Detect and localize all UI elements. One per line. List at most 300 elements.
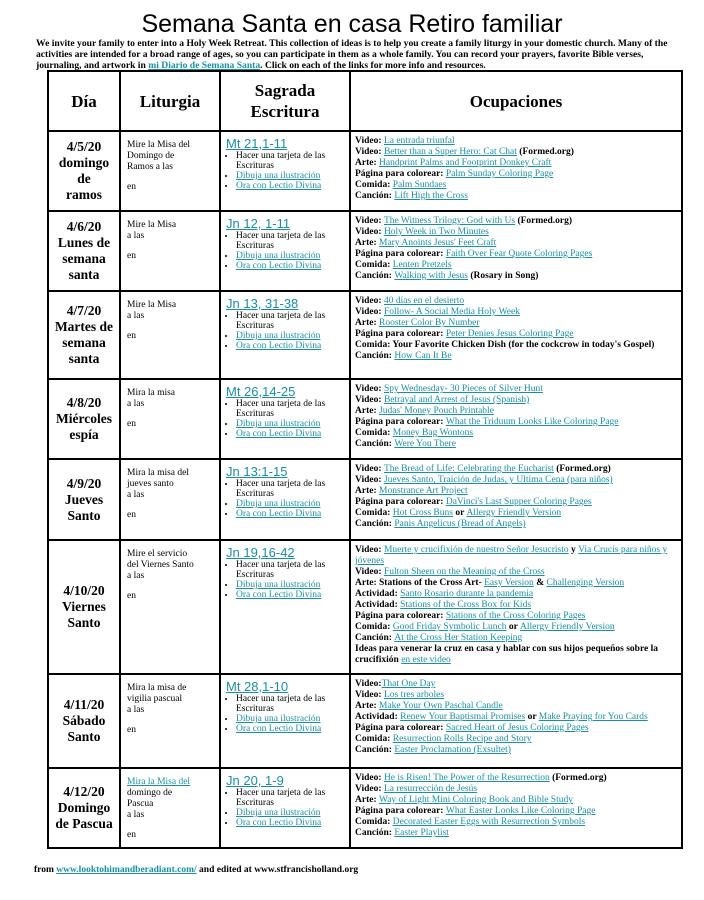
activity-link[interactable]: Spy Wednesday- 30 Pieces of Silver Hunt [383,384,543,394]
activity-link[interactable]: Allergy Friendly Version [520,622,615,632]
activity-label: Actividad: [355,712,401,722]
activity-link[interactable]: Money Bag Wontons [392,428,474,438]
liturgy-cell [120,540,220,674]
activity-label: or [506,622,521,632]
day-line: Lunes de [57,235,111,250]
scripture-reference-link[interactable]: Mt 28,1-10 [226,679,289,694]
list-item [236,560,346,580]
activity-line [355,464,678,475]
activity-line [355,340,678,351]
activity-label: Actividad: [355,600,401,610]
scripture-cell [220,379,350,459]
activity-label: Canción: [355,633,395,643]
liturgy-en: en [127,725,136,735]
scripture-activities [226,399,346,439]
activity-link[interactable]: Better than a Super Hero: Cat Chat [383,147,517,157]
activity-label: Página para colorear: [355,806,446,816]
activity-line [355,428,678,439]
activity-line [355,633,678,644]
liturgy-line: a las [127,810,145,820]
activity-link[interactable]: How Can It Be [394,351,452,361]
list-item [236,399,346,419]
day-cell [48,379,120,459]
activity-link[interactable]: At the Cross Her Station Keeping [394,633,523,643]
scripture-cell [220,674,350,768]
activity-link[interactable]: Make Praying for You Cards [538,712,648,722]
activity-link[interactable]: DaVinci's Last Supper Coloring Pages [445,497,592,507]
day-line: semana [62,335,106,350]
activity-label: Comida: [355,622,393,632]
activity-link[interactable]: Muerte y crucifixión de nuestro Señor Jesucristo [383,545,569,555]
list-item [236,724,346,734]
day-line: santa [68,351,100,366]
scripture-activities [226,479,346,519]
list-item [236,429,346,439]
activity-link[interactable]: Jueves Santo, Traición de Judas, y Ultima Cena (para niños) [383,475,613,485]
activity-label: Video: [355,147,384,157]
scripture-reference-link[interactable]: Jn 13, 31-38 [226,296,299,311]
day-line: de Pascua [55,816,113,831]
day-line: Martes de [54,319,114,334]
list-item [236,311,346,331]
liturgy-line: Mire la Misa del [127,140,191,150]
activity-label: Video: [355,136,384,146]
table-row [48,291,682,379]
table-row [48,211,682,291]
list-item [236,171,346,181]
scripture-reference-link[interactable]: Jn 12, 1-11 [226,216,291,231]
activities-cell [350,211,682,291]
lectio-divina-link[interactable]: Ora con Lectio Divina [236,509,322,519]
liturgy-cell [120,379,220,459]
activity-link[interactable]: Walking with Jesus [394,271,468,281]
activity-line [355,260,678,271]
liturgy-en: en [127,591,136,601]
activity-line [355,497,678,508]
activity-label: Canción: [355,439,395,449]
activity-label: Página para colorear: [355,249,446,259]
activity-label: Página para colorear: [355,497,446,507]
intro-text-end: . Click on each of the links for more info and resources. [260,60,486,71]
activity-line [355,828,678,839]
activity-label: Ideas para venerar la cruz en casa y hablar con sus hijos pequeños sobre la crucifixión [355,644,658,665]
activities-cell [350,674,682,768]
activity-label: Canción: [355,271,395,281]
activity-line [355,147,678,158]
liturgy-line: a las [127,705,145,715]
list-item [236,580,346,590]
scripture-card-text: Hacer una tarjeta de las Escrituras [236,479,326,499]
day-line: semana [62,251,106,266]
liturgy-line: a las [127,399,145,409]
activities-cell [350,291,682,379]
day-line: Santo [67,615,101,630]
scripture-card-text: Hacer una tarjeta de las Escrituras [236,560,326,580]
activity-label: Video: [355,307,384,317]
day-line: 4/6/20 [66,219,102,234]
liturgy-line: Mira la misa del [127,468,189,478]
activity-link[interactable]: Challenging Version [546,578,625,588]
activity-link[interactable]: Easter Playlist [394,828,449,838]
list-item [236,694,346,714]
activity-label: Actividad: [355,589,401,599]
scripture-card-text: Hacer una tarjeta de las Escrituras [236,231,326,251]
draw-illustration-link[interactable]: Dibuja una ilustración [236,808,321,818]
activity-label: Video: [355,464,384,474]
activity-line [355,644,678,666]
activity-line [355,227,678,238]
liturgy-line: a las [127,490,145,500]
activity-label: y [568,545,579,555]
draw-illustration-link[interactable]: Dibuja una ilustración [236,714,321,724]
liturgy-en: en [127,331,136,341]
activity-line [355,296,678,307]
activity-label: Video: [355,690,384,700]
activity-label: Arte: [355,701,379,711]
scripture-reference-link[interactable]: Jn 19,16-42 [226,545,295,560]
table-row [48,674,682,768]
activity-link[interactable]: Were You There [394,439,456,449]
activity-label: Comida: [355,817,393,827]
list-item [236,181,346,191]
activity-label: Canción: [355,828,395,838]
activity-label: (Rosary in Song) [467,271,539,281]
activity-link[interactable]: Stations of the Cross Coloring Pages [445,611,586,621]
activity-line [355,508,678,519]
draw-illustration-link[interactable]: Dibuja una ilustración [236,580,321,590]
lectio-divina-link[interactable]: Ora con Lectio Divina [236,724,322,734]
lectio-divina-link[interactable]: Ora con Lectio Divina [236,429,322,439]
scripture-card-text: Hacer una tarjeta de las Escrituras [236,788,326,808]
activity-link[interactable]: Mary Anoints Jesus' Feet Craft [379,238,497,248]
draw-illustration-link[interactable]: Dibuja una ilustración [236,331,321,341]
activity-label: Comida: [355,508,393,518]
activity-label: Video: [355,679,382,689]
activity-line [355,745,678,756]
draw-illustration-link[interactable]: Dibuja una ilustración [236,171,321,181]
day-line: Viernes [62,599,106,614]
activity-line [355,238,678,249]
activity-label: or [525,712,539,722]
activity-line [355,216,678,227]
activity-link[interactable]: La resurrección de Jesús [383,784,478,794]
lectio-divina-link[interactable]: Ora con Lectio Divina [236,341,322,351]
scripture-reference-link[interactable]: Mt 26,14-25 [226,384,296,399]
activity-link[interactable]: Lenten Pretzels [392,260,452,270]
activity-label: & [533,578,547,588]
list-item [236,261,346,271]
activity-label: Comida: [355,260,393,270]
liturgy-line: Mira la misa [127,388,176,398]
day-line: 4/5/20 [66,139,102,154]
activity-link[interactable]: Peter Denies Jesus Coloring Page [445,329,574,339]
activity-label: Canción: [355,745,395,755]
activity-line [355,395,678,406]
draw-illustration-link[interactable]: Dibuja una ilustración [236,251,321,261]
day-cell [48,768,120,848]
liturgy-cell [120,459,220,540]
liturgy-en: en [127,419,136,429]
activity-link[interactable]: He is Risen! The Power of the Resurrection [383,773,550,783]
activity-link[interactable]: Hot Cross Buns [392,508,453,518]
footer-text: from [34,865,57,875]
activity-line [355,701,678,712]
activity-line [355,158,678,169]
list-item [236,499,346,509]
activity-line [355,318,678,329]
activities-cell [350,459,682,540]
activity-label: Arte: [355,406,379,416]
liturgy-cell [120,131,220,211]
activity-link[interactable]: Allergy Friendly Version [466,508,562,518]
activity-label: Video: [355,227,384,237]
liturgy-line: Mire el servicio [127,549,188,559]
activity-link[interactable]: Follow- A Social Media Holy Week [383,307,520,317]
activity-link[interactable]: Via Crucis para niños y jóvenes [355,545,668,566]
activity-link[interactable]: Decorated Easter Eggs with Resurrection Symbols [392,817,586,827]
scripture-activities [226,788,346,828]
activity-label: Arte: [355,318,379,328]
liturgy-line: Mira la misa de [127,683,187,693]
lectio-divina-link[interactable]: Ora con Lectio Divina [236,818,322,828]
activity-line [355,690,678,701]
liturgy-cell [120,291,220,379]
header-ocupaciones: Ocupaciones [350,71,682,131]
list-item [236,788,346,808]
table-row [48,768,682,848]
scripture-cell [220,131,350,211]
day-cell [48,459,120,540]
activity-line [355,417,678,428]
activity-line [355,784,678,795]
activity-label: Comida: [355,428,393,438]
liturgy-en: en [127,830,136,840]
lectio-divina-link[interactable]: Ora con Lectio Divina [236,181,322,191]
liturgy-link[interactable]: Mira la Misa del [127,777,191,787]
activity-label: (Formed.org) [549,773,607,783]
header-sagrada-escritura: Sagrada Escritura [220,71,350,131]
liturgy-line: domingo de [127,788,173,798]
scripture-activities [226,694,346,734]
activity-link[interactable]: Palm Sundaes [392,180,447,190]
activity-label: Arte: [355,795,379,805]
scripture-reference-link[interactable]: Jn 13:1-15 [226,464,288,479]
scripture-card-text: Hacer una tarjeta de las Escrituras [236,311,326,331]
scripture-cell [220,211,350,291]
activity-link[interactable]: 40 días en el desierto [383,296,465,306]
activity-label: Arte: [355,238,379,248]
scripture-activities [226,560,346,600]
activity-link[interactable]: Judas' Money Pouch Printable [379,406,494,416]
activity-label: Página para colorear: [355,169,446,179]
day-line: 4/10/20 [63,583,105,598]
scripture-reference-link[interactable]: Mt 21,1-11 [226,136,288,151]
activity-line [355,475,678,486]
activity-label: Comida: [355,180,393,190]
lectio-divina-link[interactable]: Ora con Lectio Divina [236,590,322,600]
liturgy-line: Mire la Misa [127,220,177,230]
activity-link[interactable]: en este video [401,655,451,665]
diario-link[interactable]: mi Diario de Semana Santa [148,60,261,71]
activity-line [355,817,678,828]
activity-link[interactable]: Good Friday Symbolic Lunch [392,622,507,632]
scripture-activities [226,311,346,351]
scripture-card-text: Hacer una tarjeta de las Escrituras [236,151,326,171]
liturgy-line: del Viernes Santo [127,560,194,570]
scripture-cell [220,459,350,540]
scripture-card-text: Hacer una tarjeta de las Escrituras [236,694,326,714]
activity-link[interactable]: Palm Sunday Coloring Page [445,169,554,179]
activity-line [355,545,678,567]
activity-line [355,806,678,817]
activity-link[interactable]: Fulton Sheen on the Meaning of the Cross [383,567,545,577]
scripture-reference-link[interactable]: Jn 20, 1-9 [226,773,284,788]
list-item [236,151,346,171]
day-line: 4/12/20 [63,784,105,799]
day-cell [48,674,120,768]
activity-link[interactable]: Easter Proclamation (Exsultet) [394,745,511,755]
activity-line [355,734,678,745]
activity-line [355,486,678,497]
activity-link[interactable]: Faith Over Fear Quote Coloring Pages [445,249,593,259]
activity-label: Video: [355,384,384,394]
activity-link[interactable]: Handprint Palms and Footprint Donkey Craft [379,158,552,168]
activities-cell [350,768,682,848]
scripture-activities [226,151,346,191]
liturgy-en: en [127,182,136,192]
activity-link[interactable]: Rooster Color By Number [379,318,480,328]
activity-label: (Formed.org) [516,147,574,157]
source-link[interactable]: www.looktohimandberadiant.com/ [56,865,197,875]
activity-link[interactable]: Holy Week in Two Minutes [383,227,489,237]
activity-line [355,406,678,417]
activity-line [355,611,678,622]
day-line: 4/7/20 [66,303,102,318]
list-item [236,331,346,341]
activity-link[interactable]: Betrayal and Arrest of Jesus (Spanish) [383,395,530,405]
activity-label: Página para colorear: [355,723,446,733]
day-line: Sábado [62,713,106,728]
activities-cell [350,131,682,211]
activity-line [355,439,678,450]
liturgy-line: Mire la Misa [127,300,177,310]
liturgy-line: Pascua [127,799,154,809]
liturgy-line: a las [127,311,145,321]
activity-line [355,567,678,578]
day-line: 4/8/20 [66,395,102,410]
activity-link[interactable]: Sacred Heart of Jesus Coloring Pages [445,723,589,733]
list-item [236,341,346,351]
footer-text-end: and edited at www.stfrancisholland.org [196,865,359,875]
activity-link[interactable]: Resurrection Rolls Recipe and Story [392,734,532,744]
activity-link[interactable]: Santo Rosario durante la pandemia [400,589,534,599]
liturgy-line: jueves santo [127,479,174,489]
activity-line [355,384,678,395]
table-row [48,459,682,540]
draw-illustration-link[interactable]: Dibuja una ilustración [236,419,321,429]
list-item [236,251,346,261]
activity-line [355,578,678,589]
activity-link[interactable]: Way of Light Mini Coloring Book and Bible Study [379,795,573,805]
activity-link[interactable]: Make Your Own Paschal Candle [379,701,503,711]
activity-label: Arte: [355,486,379,496]
activity-link[interactable]: Stations of the Cross Box for Kids [400,600,532,610]
activity-link[interactable]: Panis Angelicus (Bread of Angels) [394,519,526,529]
scripture-cell [220,540,350,674]
intro-paragraph [36,38,676,71]
list-item [236,818,346,828]
liturgy-line: a las [127,231,145,241]
activity-line [355,169,678,180]
activity-link[interactable]: The Bread of Life: Celebrating the Eucharist [383,464,554,474]
activity-line [355,600,678,611]
activity-link[interactable]: Lift High the Cross [394,191,468,201]
liturgy-cell [120,768,220,848]
day-line: Domingo [57,800,111,815]
activity-label: Canción: [355,519,395,529]
activity-link[interactable]: Renew Your Baptismal Promises [400,712,526,722]
activity-link[interactable]: What Easter Looks Like Coloring Page [445,806,596,816]
scripture-cell [220,768,350,848]
activity-line [355,795,678,806]
activity-line [355,351,678,362]
liturgy-en: en [127,510,136,520]
liturgy-cell [120,674,220,768]
activity-line [355,519,678,530]
scripture-activities [226,231,346,271]
liturgy-line: Ramos a las [127,162,173,172]
activity-label: Página para colorear: [355,417,446,427]
activity-link[interactable]: What the Triduum Looks Like Coloring Page [445,417,619,427]
activity-label: Arte: [355,158,379,168]
activity-label: Video: [355,216,384,226]
liturgy-en: en [127,251,136,261]
activity-label: (Formed.org) [553,464,611,474]
activity-link[interactable]: That One Day [381,679,436,689]
liturgy-line: Domingo de [127,151,175,161]
lectio-divina-link[interactable]: Ora con Lectio Divina [236,261,322,271]
activity-line [355,712,678,723]
activity-link[interactable]: La entrada triunfal [383,136,455,146]
list-item [236,808,346,818]
day-cell [48,211,120,291]
liturgy-line: a las [127,571,145,581]
activity-link[interactable]: The Witness Trilogy: God with Us [383,216,516,226]
list-item [236,231,346,251]
list-item [236,479,346,499]
day-line: 4/11/20 [63,697,105,712]
activity-label: (Formed.org) [515,216,573,226]
activity-line [355,679,678,690]
activity-line [355,180,678,191]
activity-link[interactable]: Monstrance Art Project [379,486,468,496]
table-row [48,131,682,211]
day-line: domingo de [58,155,110,186]
activity-label: Página para colorear: [355,611,446,621]
footer [34,865,358,876]
activities-cell [350,379,682,459]
page-title: Semana Santa en casa Retiro familiar [141,10,563,38]
activity-label: or [452,508,467,518]
day-line: Jueves [64,491,104,507]
activity-link[interactable]: Los tres arboles [383,690,445,700]
draw-illustration-link[interactable]: Dibuja una ilustración [236,499,321,509]
activity-label: Video: [355,567,384,577]
activity-label: Video: [355,784,384,794]
activity-line [355,307,678,318]
list-item [236,590,346,600]
activity-link[interactable]: Easy Version [484,578,534,588]
